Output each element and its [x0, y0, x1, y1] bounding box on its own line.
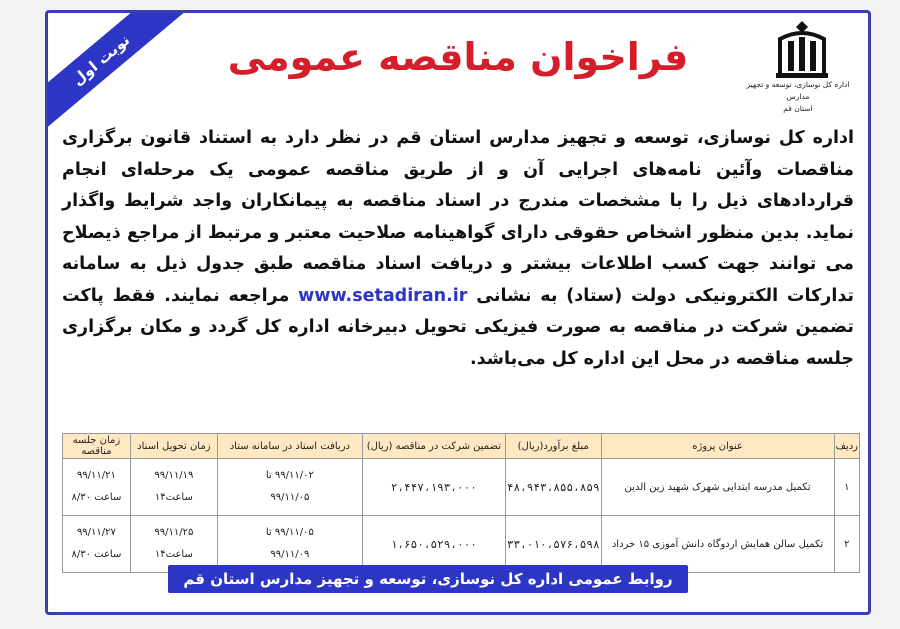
session-hour: ساعت ۸/۳۰	[71, 492, 122, 503]
deliver-date: ۹۹/۱۱/۱۹	[154, 470, 194, 481]
table-row	[63, 516, 860, 573]
session-hour: ساعت ۸/۳۰	[71, 549, 122, 560]
public-relations-footer: روابط عمومی اداره کل نوسازی، توسعه و تجهیز مدارس استان قم	[168, 565, 688, 593]
guarantee-amount: ۲،۴۴۷،۱۹۳،۰۰۰	[362, 459, 505, 516]
col-project-header: عنوان پروژه	[601, 434, 834, 459]
receive-period	[217, 516, 362, 573]
body-text-main: اداره کل نوسازی، توسعه و تجهیز مدارس استان قم در نظر دارد به استناد قانون برگزاری مناقصات وآئین نامه‌های اجرایی آن و از طریق مناقصه عمومی یک مرحله‌ای انجام قراردادهای ذیل را با مشخصات مندرج در اسناد مناقصه به پیمانکاران واجد شرایط واگذار نماید. بدین منظور اشخاص حقوقی دارای گواهینامه صلاحیت معتبر و مرتبط از مراجع ذیصلاح می توانند جهت کسب اطلاعات بیشتر و دریافت اسناد مناقصه طبق جدول ذیل به سامانه تدارکات الکترونیکی دولت (ستاد) به نشانی	[62, 128, 855, 306]
announcement-body	[62, 123, 854, 375]
receive-to: ۹۹/۱۱/۰۵	[270, 492, 310, 503]
first-publication-ribbon: نوبت اول	[45, 10, 192, 141]
col-receive-header: دریافت اسناد در سامانه ستاد	[217, 434, 362, 459]
organization-name	[738, 79, 858, 115]
col-session-header: زمان جلسه مناقصه	[63, 434, 131, 459]
deliver-time-cell	[130, 459, 217, 516]
deliver-hour: ساعت۱۴	[154, 492, 193, 503]
session-time-cell	[63, 459, 131, 516]
receive-from: ۹۹/۱۱/۰۲ تا	[265, 470, 314, 481]
guarantee-amount: ۱،۶۵۰،۵۲۹،۰۰۰	[362, 516, 505, 573]
deliver-date: ۹۹/۱۱/۲۵	[154, 527, 194, 538]
project-title: تکمیل مدرسه ابتدایی شهرک شهید زین الدین	[601, 459, 834, 516]
deliver-hour: ساعت۱۴	[154, 549, 193, 560]
project-title: تکمیل سالن همایش اردوگاه دانش آموزی ۱۵ خرداد	[601, 516, 834, 573]
session-date: ۹۹/۱۱/۲۱	[76, 470, 116, 481]
page-title: فراخوان مناقصه عمومی	[227, 35, 689, 79]
receive-period	[217, 459, 362, 516]
row-number: ۲	[834, 516, 859, 573]
receive-to: ۹۹/۱۱/۰۹	[270, 549, 310, 560]
organization-name-line1: اداره کل نوسازی، توسعه و تجهیز مدارس	[746, 80, 850, 101]
col-guarantee-header: تضمین شرکت در مناقصه (ریال)	[362, 434, 505, 459]
deliver-time-cell	[130, 516, 217, 573]
tender-table	[62, 433, 860, 573]
estimate-amount: ۳۳،۰۱۰،۵۷۶،۵۹۸	[505, 516, 601, 573]
estimate-amount: ۴۸،۹۴۳،۸۵۵،۸۵۹	[505, 459, 601, 516]
col-row-header: ردیف	[834, 434, 859, 459]
col-deliver-header: زمان تحویل اسناد	[130, 434, 217, 459]
organization-name-line2: استان قم	[783, 104, 813, 113]
session-time-cell	[63, 516, 131, 573]
table-header-row	[63, 434, 860, 459]
table-row	[63, 459, 860, 516]
announcement-frame	[45, 10, 871, 615]
col-estimate-header: مبلغ برآورد(ریال)	[505, 434, 601, 459]
website-link[interactable]: www.setadiran.ir	[298, 285, 468, 306]
row-number: ۱	[834, 459, 859, 516]
body-text-end: مراجعه نمایند. فقط پاکت تضمین شرکت در مناقصه به صورت فیزیکی تحویل دبیرخانه اداره کل گردد و مکان برگزاری جلسه مناقصه در محل این اداره کل می‌باشد.	[62, 285, 854, 369]
receive-from: ۹۹/۱۱/۰۵ تا	[265, 527, 314, 538]
session-date: ۹۹/۱۱/۲۷	[76, 527, 116, 538]
